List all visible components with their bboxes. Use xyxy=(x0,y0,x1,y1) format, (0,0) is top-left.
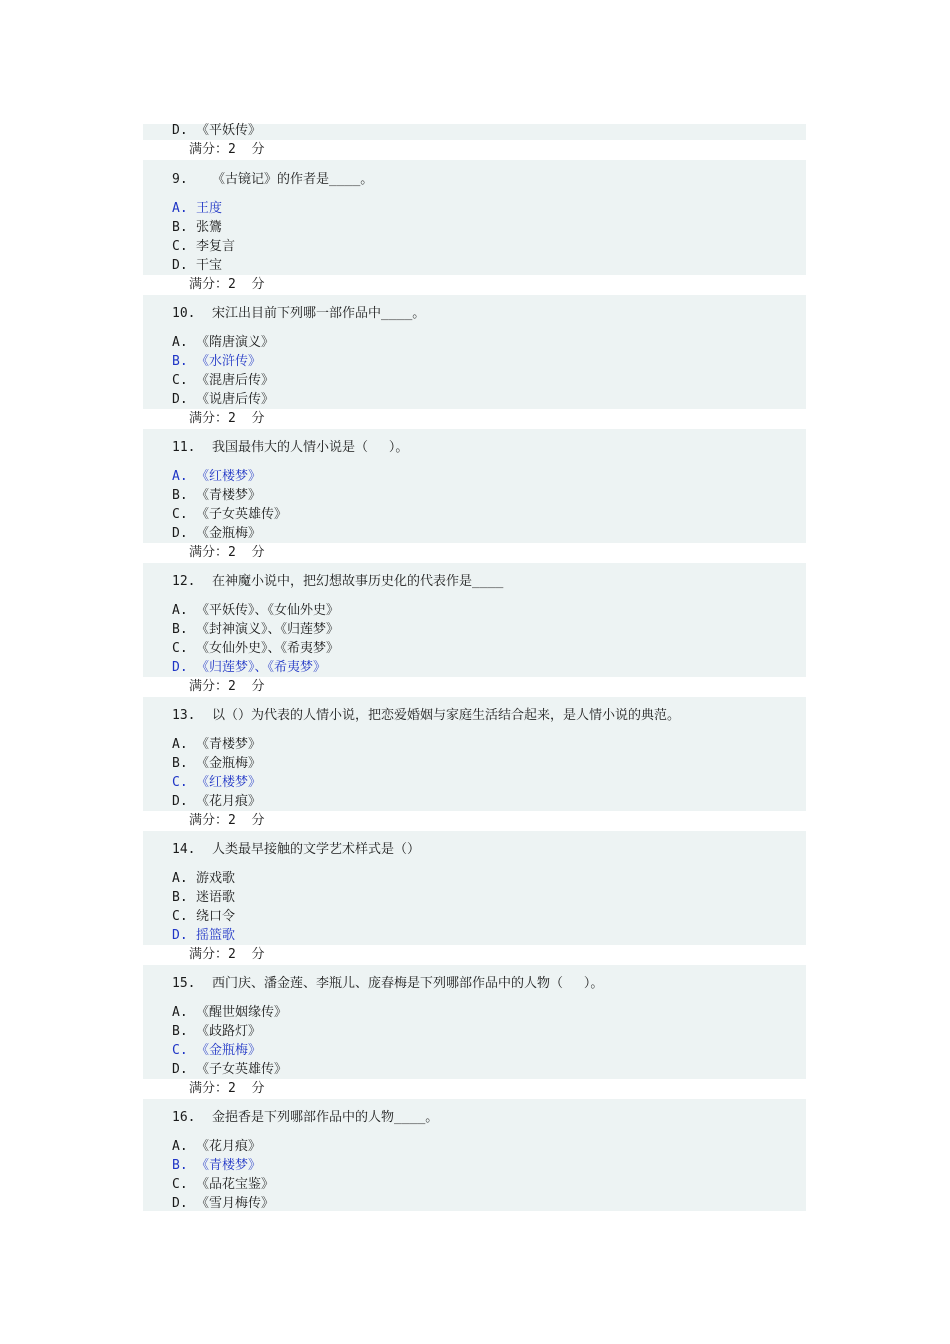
option-letter: A. xyxy=(172,603,188,618)
answer-option[interactable] xyxy=(172,659,326,677)
answer-option[interactable] xyxy=(172,774,261,792)
score-unit: 分 xyxy=(235,277,265,292)
answer-option[interactable] xyxy=(172,602,339,620)
option-text: 王度 xyxy=(196,201,223,216)
answer-option[interactable] xyxy=(172,238,235,256)
score-text xyxy=(189,1080,264,1098)
score-text xyxy=(189,410,264,428)
option-letter: C. xyxy=(172,1043,188,1058)
score-unit: 分 xyxy=(235,679,265,694)
answer-option[interactable] xyxy=(172,391,274,409)
option-text: 《女仙外史》、《希夷梦》 xyxy=(196,641,340,656)
score-unit: 分 xyxy=(235,947,265,962)
answer-option[interactable] xyxy=(172,621,339,639)
score-unit: 分 xyxy=(235,813,265,828)
answer-option[interactable] xyxy=(172,1042,261,1060)
answer-option[interactable] xyxy=(172,640,339,658)
option-letter: A. xyxy=(172,335,188,350)
option-text: 《品花宝鉴》 xyxy=(196,1177,275,1192)
option-text: 《醒世姻缘传》 xyxy=(196,1005,288,1020)
option-letter: D. xyxy=(172,928,188,943)
option-letter: D. xyxy=(172,794,188,809)
option-text: 《子女英雄传》 xyxy=(196,1062,288,1077)
question-text: 在神魔小说中，把幻想故事历史化的代表作是____ xyxy=(212,574,504,589)
option-letter: B. xyxy=(172,1024,188,1039)
score-unit: 分 xyxy=(235,411,265,426)
answer-option[interactable] xyxy=(172,334,274,352)
option-letter: C. xyxy=(172,373,188,388)
answer-option[interactable] xyxy=(172,200,222,218)
answer-option[interactable] xyxy=(172,736,261,754)
option-text: 摇篮歌 xyxy=(196,928,236,943)
score-unit: 分 xyxy=(235,1081,265,1096)
answer-option[interactable] xyxy=(172,1195,274,1213)
question-stem xyxy=(172,975,603,993)
option-letter: D. xyxy=(172,392,188,407)
option-letter: B. xyxy=(172,622,188,637)
score-unit: 分 xyxy=(235,545,265,560)
question-number: 14. xyxy=(172,842,196,857)
option-letter: B. xyxy=(172,220,188,235)
option-letter: D. xyxy=(172,526,188,541)
score-label: 满分：2 xyxy=(189,277,236,292)
question-text: 我国最伟大的人情小说是（ ）。 xyxy=(212,440,409,455)
answer-option[interactable] xyxy=(172,1138,261,1156)
score-label: 满分：2 xyxy=(189,679,236,694)
answer-option[interactable] xyxy=(172,372,274,390)
question-stem xyxy=(172,707,680,725)
score-row xyxy=(143,1079,806,1099)
answer-option[interactable] xyxy=(172,257,222,275)
score-label: 满分：2 xyxy=(189,947,236,962)
score-label: 满分：2 xyxy=(189,545,236,560)
option-letter: A. xyxy=(172,201,188,216)
score-row xyxy=(143,409,806,429)
option-text: 《红楼梦》 xyxy=(196,469,262,484)
question-stem xyxy=(172,573,503,591)
score-unit: 分 xyxy=(235,142,265,157)
option-letter: D. xyxy=(172,258,188,273)
score-text xyxy=(189,544,264,562)
option-text: 《混唐后传》 xyxy=(196,373,275,388)
answer-option[interactable] xyxy=(172,525,261,543)
option-letter: C. xyxy=(172,909,188,924)
question-text: 人类最早接触的文学艺术样式是（） xyxy=(212,842,421,857)
answer-option[interactable] xyxy=(172,219,222,237)
question-number: 9. xyxy=(172,172,188,187)
question-number: 15. xyxy=(172,976,196,991)
question-number: 11. xyxy=(172,440,196,455)
option-letter: D. xyxy=(172,1196,188,1211)
option-letter: D. xyxy=(172,1062,188,1077)
answer-option[interactable] xyxy=(172,908,235,926)
option-letter: D. xyxy=(172,660,188,675)
option-text: 《封神演义》、《归莲梦》 xyxy=(196,622,340,637)
score-row xyxy=(143,945,806,965)
score-row xyxy=(143,275,806,295)
option-letter: B. xyxy=(172,354,188,369)
question-text: 金挹香是下列哪部作品中的人物____。 xyxy=(212,1110,439,1125)
score-row xyxy=(143,677,806,697)
option-letter: A. xyxy=(172,1139,188,1154)
option-text: 《隋唐演义》 xyxy=(196,335,275,350)
question-text: 以（）为代表的人情小说，把恋爱婚姻与家庭生活结合起来，是人情小说的典范。 xyxy=(212,708,681,723)
option-text: 李复言 xyxy=(196,239,236,254)
option-letter: A. xyxy=(172,871,188,886)
score-row xyxy=(143,543,806,563)
question-stem xyxy=(172,439,408,457)
option-letter: C. xyxy=(172,641,188,656)
option-text: 《青楼梦》 xyxy=(196,1158,262,1173)
option-text: 迷语歌 xyxy=(196,890,236,905)
option-text: 《红楼梦》 xyxy=(196,775,262,790)
option-letter: A. xyxy=(172,1005,188,1020)
option-text: 《水浒传》 xyxy=(196,354,262,369)
option-text: 《青楼梦》 xyxy=(196,488,262,503)
option-text: 《平妖传》、《女仙外史》 xyxy=(196,603,340,618)
answer-option[interactable] xyxy=(172,889,235,907)
score-text xyxy=(189,946,264,964)
answer-option[interactable] xyxy=(172,870,235,888)
option-text: 《归莲梦》、《希夷梦》 xyxy=(196,660,327,675)
question-text: 宋江出目前下列哪一部作品中____。 xyxy=(212,306,426,321)
answer-option[interactable] xyxy=(172,487,261,505)
answer-option[interactable] xyxy=(172,755,261,773)
option-letter: A. xyxy=(172,737,188,752)
answer-option[interactable] xyxy=(172,1023,261,1041)
answer-option[interactable] xyxy=(172,1004,287,1022)
score-text xyxy=(189,812,264,830)
option-letter: D. xyxy=(172,123,188,138)
question-stem xyxy=(172,841,420,859)
score-text xyxy=(189,678,264,696)
option-text: 干宝 xyxy=(196,258,223,273)
option-letter: B. xyxy=(172,488,188,503)
question-text: 《古镜记》的作者是____。 xyxy=(212,172,374,187)
answer-option[interactable] xyxy=(172,793,261,811)
option-text: 《青楼梦》 xyxy=(196,737,262,752)
option-text: 《子女英雄传》 xyxy=(196,507,288,522)
score-label: 满分：2 xyxy=(189,813,236,828)
option-letter: C. xyxy=(172,507,188,522)
option-text: 游戏歌 xyxy=(196,871,236,886)
option-letter: A. xyxy=(172,469,188,484)
answer-option[interactable] xyxy=(172,1061,287,1079)
score-label: 满分：2 xyxy=(189,1081,236,1096)
score-text xyxy=(189,276,264,294)
option-letter: B. xyxy=(172,890,188,905)
option-text: 《金瓶梅》 xyxy=(196,756,262,771)
question-number: 10. xyxy=(172,306,196,321)
option-text: 《花月痕》 xyxy=(196,794,262,809)
option-letter: B. xyxy=(172,1158,188,1173)
question-stem xyxy=(172,1109,438,1127)
answer-option[interactable] xyxy=(172,927,235,945)
option-text: 张鷟 xyxy=(196,220,223,235)
option-text: 《金瓶梅》 xyxy=(196,1043,262,1058)
option-letter: B. xyxy=(172,756,188,771)
score-row xyxy=(143,811,806,831)
answer-option[interactable] xyxy=(172,468,261,486)
answer-option[interactable] xyxy=(172,506,287,524)
question-number: 13. xyxy=(172,708,196,723)
option-letter: C. xyxy=(172,775,188,790)
option-text: 《歧路灯》 xyxy=(196,1024,262,1039)
question-number: 12. xyxy=(172,574,196,589)
score-text xyxy=(189,141,264,159)
option-text: 绕口令 xyxy=(196,909,236,924)
score-label: 满分：2 xyxy=(189,411,236,426)
option-text: 《说唐后传》 xyxy=(196,392,275,407)
answer-option[interactable] xyxy=(172,1157,261,1175)
option-text: 《平妖传》 xyxy=(196,123,262,138)
option-letter: C. xyxy=(172,1177,188,1192)
score-label: 满分：2 xyxy=(189,142,236,157)
option-text: 《雪月梅传》 xyxy=(196,1196,275,1211)
question-number: 16. xyxy=(172,1110,196,1125)
option-text: 《花月痕》 xyxy=(196,1139,262,1154)
option-text: 《金瓶梅》 xyxy=(196,526,262,541)
question-stem xyxy=(172,171,373,189)
option-letter: C. xyxy=(172,239,188,254)
answer-option[interactable] xyxy=(172,1176,274,1194)
answer-option[interactable] xyxy=(172,122,261,140)
question-stem xyxy=(172,305,425,323)
question-text: 西门庆、潘金莲、李瓶儿、庞春梅是下列哪部作品中的人物（ ）。 xyxy=(212,976,604,991)
answer-option[interactable] xyxy=(172,353,261,371)
score-row xyxy=(143,140,806,160)
